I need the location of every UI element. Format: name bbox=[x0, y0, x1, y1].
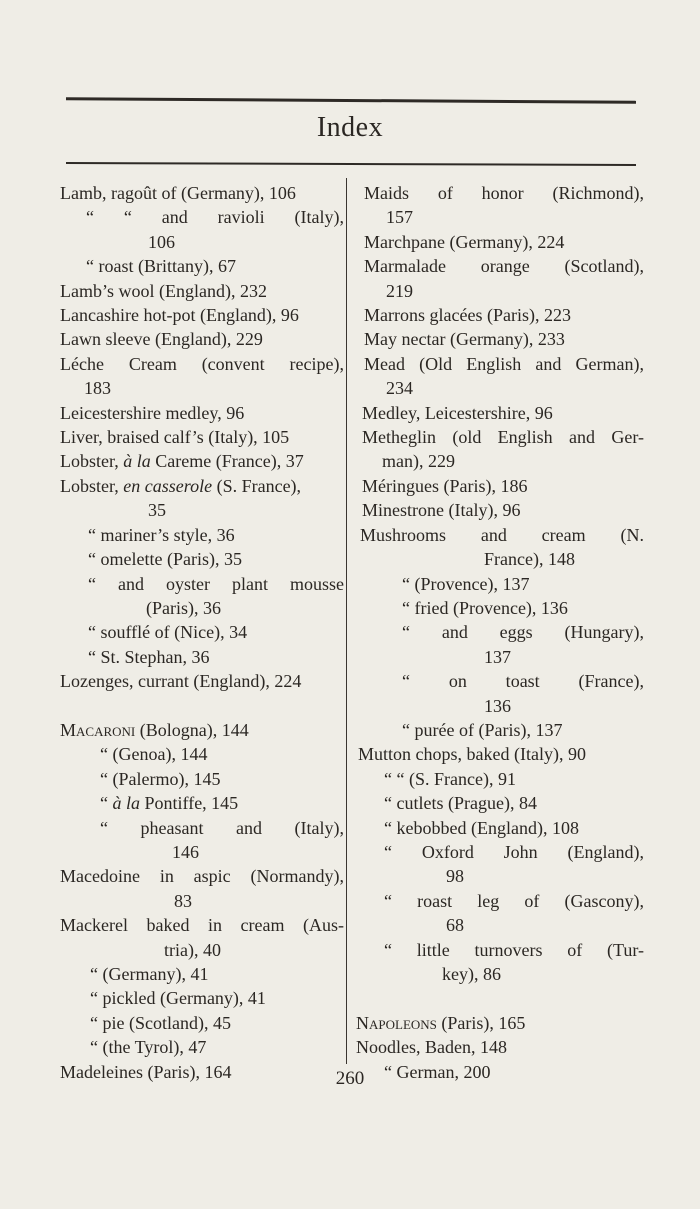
index-entry: Maids of honor (Richmond), bbox=[364, 183, 644, 203]
index-entry-continuation: 219 bbox=[386, 280, 413, 301]
index-entry: “ roast (Brittany), 67 bbox=[86, 256, 236, 277]
index-entry: “ Oxford John (England), bbox=[384, 841, 644, 862]
title-underline-rule bbox=[66, 162, 636, 166]
page-title: Index bbox=[316, 112, 384, 143]
top-rule bbox=[66, 97, 636, 103]
index-entry: “ fried (Provence), 136 bbox=[402, 597, 568, 618]
index-entry: “ soufflé of (Nice), 34 bbox=[88, 622, 248, 643]
index-entry-continuation: 146 bbox=[172, 841, 199, 862]
page-number: 260 bbox=[335, 1068, 365, 1089]
index-entry: Lamb’s wool (England), 232 bbox=[60, 280, 267, 301]
index-entry: “ (the Tyrol), 47 bbox=[90, 1037, 207, 1058]
index-entry: “ (Palermo), 145 bbox=[100, 768, 221, 789]
index-entry-continuation: 136 bbox=[484, 695, 511, 716]
index-entry: Marrons glacées (Paris), 223 bbox=[364, 305, 571, 326]
index-entry: “ kebobbed (England), 108 bbox=[384, 817, 579, 838]
index-entry: Mushrooms and cream (N. bbox=[360, 524, 644, 545]
index-entry: Lobster, à la Careme (France), 37 bbox=[60, 451, 304, 472]
index-entry: Napoleons (Paris), 165 bbox=[356, 1012, 526, 1033]
index-entry: “ omelette (Paris), 35 bbox=[88, 549, 242, 570]
index-entry: Lawn sleeve (England), 229 bbox=[60, 329, 263, 350]
index-entry-continuation: man), 229 bbox=[382, 451, 455, 472]
index-entry: Lozenges, currant (England), 224 bbox=[60, 671, 302, 692]
index-entry: “ cutlets (Prague), 84 bbox=[384, 793, 537, 814]
index-entry-continuation: 106 bbox=[148, 231, 175, 252]
index-column-left bbox=[60, 181, 344, 1084]
index-entry: Medley, Leicestershire, 96 bbox=[362, 402, 553, 423]
index-entry: Noodles, Baden, 148 bbox=[356, 1037, 507, 1058]
index-entry: “ and oyster plant mousse bbox=[88, 573, 344, 594]
index-entry: Macedoine in aspic (Normandy), bbox=[60, 866, 344, 887]
index-entry-continuation: 234 bbox=[386, 378, 413, 399]
index-entry-continuation: 183 bbox=[84, 378, 111, 399]
index-entry-continuation: key), 86 bbox=[442, 964, 501, 984]
index-entry: Mutton chops, baked (Italy), 90 bbox=[358, 744, 586, 765]
index-entry: Lobster, en casserole (S. France), bbox=[60, 475, 302, 496]
index-entry-continuation: 35 bbox=[148, 500, 166, 521]
index-entry-continuation: France), 148 bbox=[484, 549, 575, 570]
index-entry: Macaroni (Bologna), 144 bbox=[60, 719, 249, 740]
column-divider bbox=[346, 178, 347, 1064]
index-entry: “ on toast (France), bbox=[402, 671, 644, 692]
index-entry: “ “ (S. France), 91 bbox=[384, 768, 516, 789]
index-entry-continuation: tria), 40 bbox=[164, 939, 221, 960]
index-entry: “ roast leg of (Gascony), bbox=[384, 890, 644, 911]
index-entry-continuation: 98 bbox=[446, 866, 464, 887]
section-gap bbox=[60, 694, 344, 718]
index-entry: “ pie (Scotland), 45 bbox=[90, 1012, 231, 1033]
index-entry: “ little turnovers of (Tur- bbox=[384, 939, 644, 960]
index-entry: “ St. Stephan, 36 bbox=[88, 646, 210, 667]
index-entry: “ pheasant and (Italy), bbox=[100, 817, 344, 838]
index-entry: “ “ and ravioli (Italy), bbox=[86, 207, 344, 228]
index-entry: Minestrone (Italy), 96 bbox=[362, 500, 521, 521]
index-column-right bbox=[356, 181, 644, 1084]
index-entry: Mackerel baked in cream (Aus- bbox=[60, 915, 344, 936]
index-entry: Leicestershire medley, 96 bbox=[60, 402, 245, 423]
index-entry: “ (Genoa), 144 bbox=[100, 744, 208, 765]
index-entry: Liver, braised calf’s (Italy), 105 bbox=[60, 427, 290, 448]
index-entry: May nectar (Germany), 233 bbox=[364, 329, 565, 350]
index-entry: “ pickled (Germany), 41 bbox=[90, 988, 266, 1009]
section-gap bbox=[356, 986, 644, 1010]
index-entry: “ à la Pontiffe, 145 bbox=[100, 793, 239, 814]
index-entry-continuation: 83 bbox=[174, 890, 192, 911]
index-entry-continuation: 68 bbox=[446, 915, 464, 936]
index-entry: “ and eggs (Hungary), bbox=[402, 622, 644, 643]
index-entry: “ mariner’s style, 36 bbox=[88, 524, 235, 545]
index-entry: Marmalade orange (Scotland), bbox=[364, 256, 644, 277]
index-entry: “ (Provence), 137 bbox=[402, 573, 530, 594]
index-entry-continuation: (Paris), 36 bbox=[146, 597, 221, 618]
index-entry: “ purée of (Paris), 137 bbox=[402, 719, 563, 740]
index-entry: Mead (Old English and German), bbox=[364, 353, 644, 374]
index-entry: Léche Cream (convent recipe), bbox=[60, 353, 344, 374]
index-entry: Lancashire hot-pot (England), 96 bbox=[60, 305, 299, 326]
index-entry: “ (Germany), 41 bbox=[90, 963, 209, 984]
index-entry-continuation: 137 bbox=[484, 646, 511, 667]
index-entry: Metheglin (old English and Ger- bbox=[362, 427, 644, 448]
index-entry: Marchpane (Germany), 224 bbox=[364, 231, 565, 252]
index-entry: “ German, 200 bbox=[384, 1061, 491, 1082]
index-entry-continuation: 157 bbox=[386, 207, 413, 228]
index-entry: Méringues (Paris), 186 bbox=[362, 475, 528, 496]
index-entry: Lamb, ragoût of (Germany), 106 bbox=[60, 183, 296, 203]
index-entry: Madeleines (Paris), 164 bbox=[60, 1061, 232, 1082]
